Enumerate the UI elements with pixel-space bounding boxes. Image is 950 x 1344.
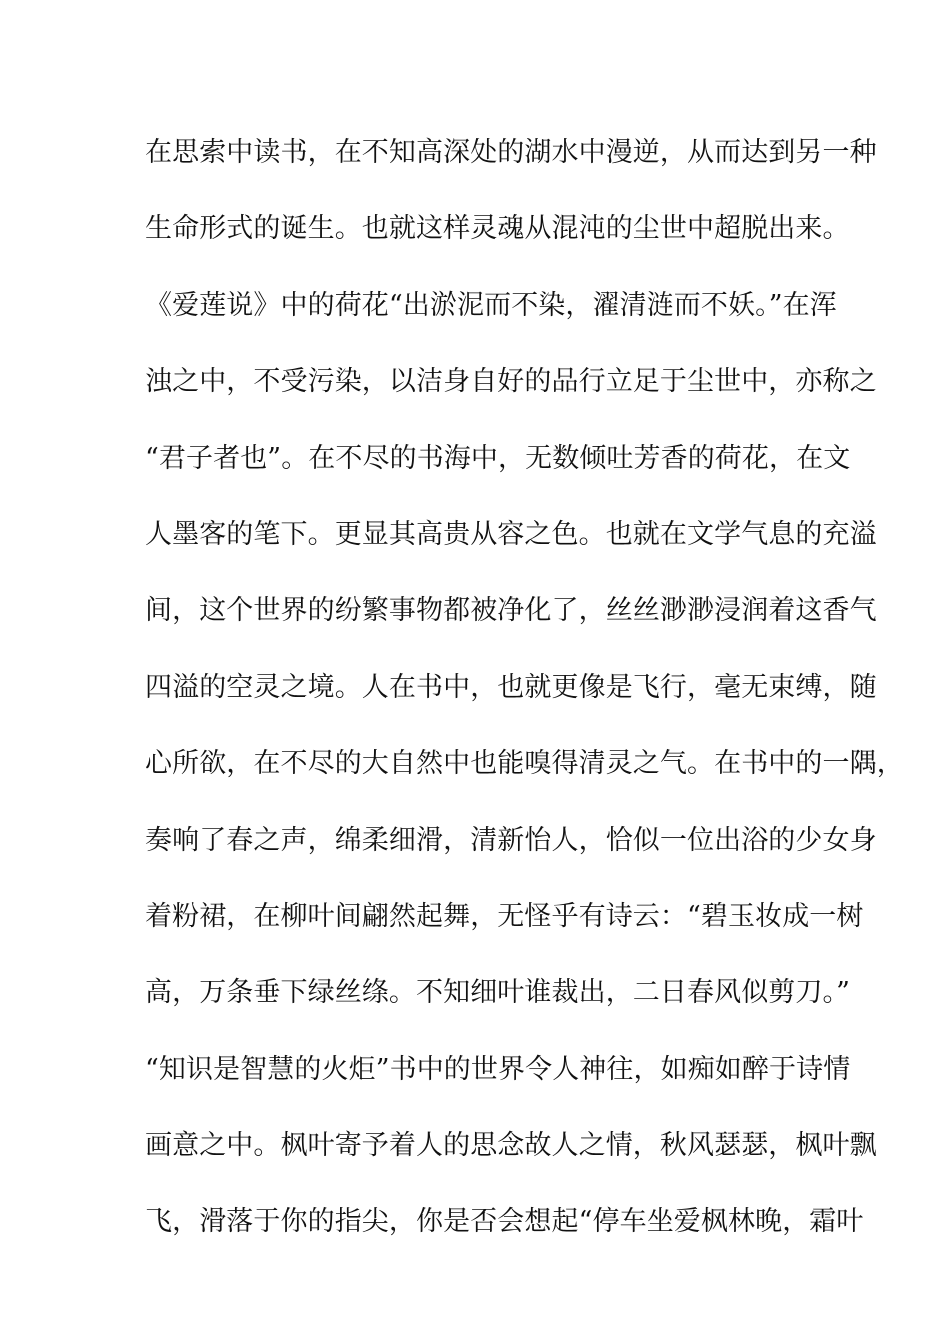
text-line: 《爱莲说》中的荷花“出淤泥而不染，濯清涟而不妖。”在浑 — [145, 289, 837, 321]
text-line: 画意之中。枫叶寄予着人的思念故人之情，秋风瑟瑟，枫叶飘 — [145, 1130, 877, 1162]
text-line: 四溢的空灵之境。人在书中，也就更像是飞行，毫无束缚，随 — [145, 671, 877, 703]
text-line: 人墨客的笔下。更显其高贵从容之色。也就在文学气息的充溢 — [145, 518, 877, 550]
text-line: “君子者也”。在不尽的书海中，无数倾吐芳香的荷花，在文 — [145, 442, 851, 474]
text-line: 间，这个世界的纷繁事物都被净化了，丝丝渺渺浸润着这香气 — [145, 595, 877, 627]
text-line: 浊之中，不受污染，以洁身自好的品行立足于尘世中，亦称之 — [145, 366, 877, 398]
text-line: 高，万条垂下绿丝绦。不知细叶谁裁出，二日春风似剪刀。” — [145, 977, 851, 1009]
text-line: 飞，滑落于你的指尖，你是否会想起“停车坐爱枫林晚，霜叶 — [145, 1206, 864, 1238]
text-line: 在思索中读书，在不知高深处的湖水中漫逆，从而达到另一种 — [145, 137, 877, 168]
text-line: 心所欲，在不尽的大自然中也能嗅得清灵之气。在书中的一隅， — [145, 748, 904, 780]
text-line: “知识是智慧的火炬”书中的世界令人神往，如痴如醉于诗情 — [145, 1053, 851, 1085]
body-text — [145, 131, 904, 1277]
text-line: 奏响了春之声，绵柔细滑，清新怡人，恰似一位出浴的少女身 — [145, 824, 877, 856]
text-line: 生命形式的诞生。也就这样灵魂从混沌的尘世中超脱出来。 — [145, 213, 850, 245]
text-line: 着粉裙，在柳叶间翩然起舞，无怪乎有诗云：“碧玉妆成一树 — [145, 900, 864, 932]
